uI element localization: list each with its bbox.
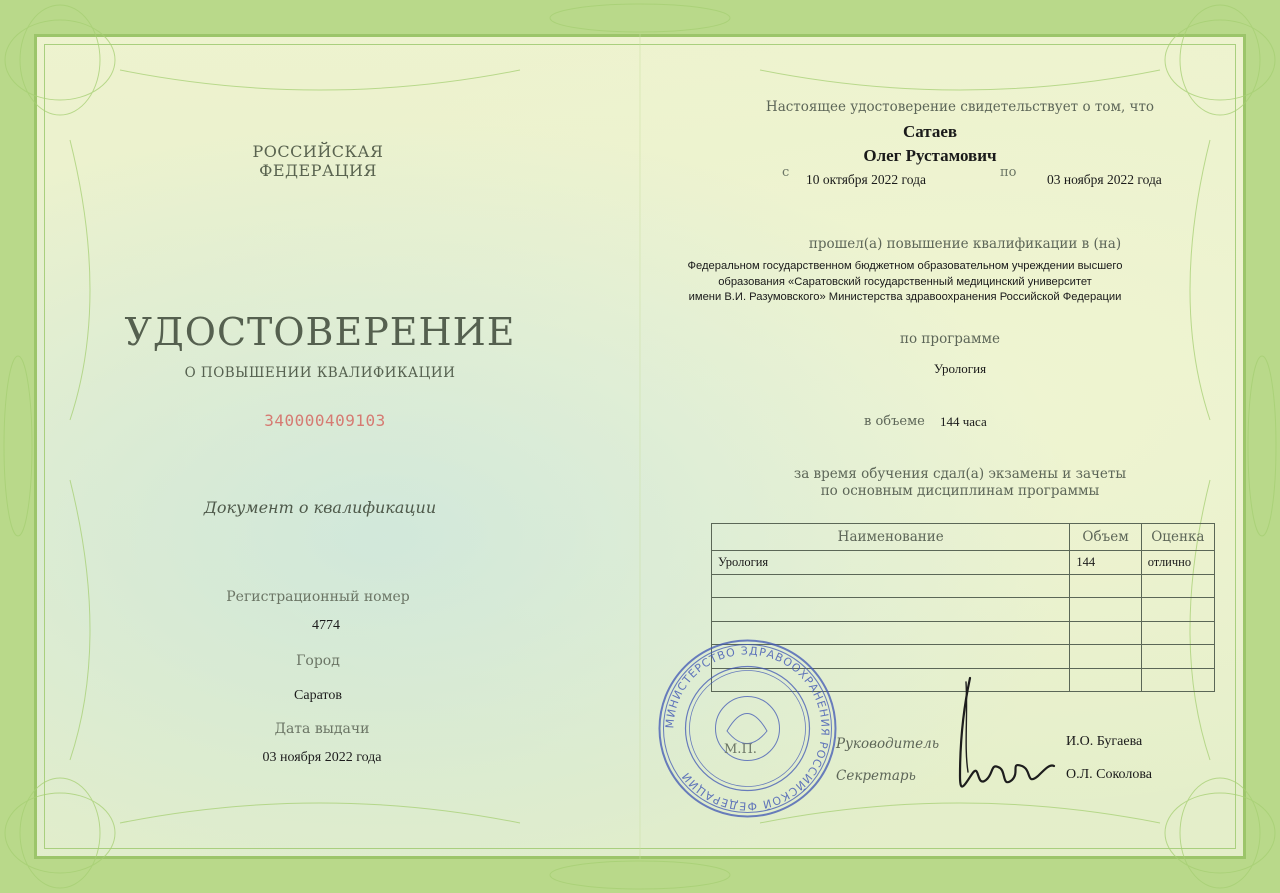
institution-line-1: Федеральном государственном бюджетном образовательном учреждении высшего [687,260,1123,272]
table-cell [712,574,1070,598]
institution-line-3: имени В.И. Разумовского» Министерства здравоохранения Российской Федерации [688,291,1122,303]
table-row [712,574,1215,598]
table-row [712,551,1215,575]
table-cell [1141,621,1214,645]
volume-value: 144 часа [940,414,987,429]
institution-line-2: образования «Саратовский государственный медицинский университет [718,275,1092,288]
city-label: Город [296,653,340,669]
table-cell [712,598,1070,622]
issue-date-value: 03 ноября 2022 года [262,750,382,765]
country-label: РОССИЙСКАЯ ФЕДЕРАЦИЯ [252,142,384,180]
secretary-role-label: Секретарь [836,768,916,784]
header-grade: Оценка [1141,524,1214,551]
table-cell [1141,598,1214,622]
document-type: Документ о квалификации [203,498,437,517]
head-role-label: Руководитель [836,736,940,752]
table-cell [1070,645,1141,669]
period-to-label: по [1000,165,1017,180]
header-volume: Объем [1070,524,1141,551]
holder-given-names: Олег Рустамович [863,146,997,165]
certify-statement: Настоящее удостоверение свидетельствует о том, что [765,99,1155,115]
institution-name [640,259,1170,306]
city-value: Саратов [294,688,342,703]
official-stamp [655,636,840,821]
period-to-date: 03 ноября 2022 года [1047,172,1162,187]
training-statement: прошел(а) повышение квалификации в (на) [808,236,1122,252]
period-from-label: с [782,165,790,180]
table-cell [1141,574,1214,598]
exams-line-2: по основным дисциплинам программы [820,483,1100,499]
svg-text:МИНИСТЕРСТВО ЗДРАВООХРАНЕНИЯ Р [663,644,831,812]
table-cell: отлично [1141,551,1214,575]
grades-table-header [712,524,1215,551]
registration-number-label: Регистрационный номер [226,589,410,605]
certificate-number: 340000409103 [264,411,386,430]
secretary-name: О.Л. Соколова [1066,767,1152,782]
exams-line-1: за время обучения сдал(а) экзамены и зачеты [793,466,1127,482]
table-cell [1070,621,1141,645]
seal-label: М.П. [724,742,757,757]
holder-surname: Сатаев [902,122,958,141]
certificate-subtitle: О ПОВЫШЕНИИ КВАЛИФИКАЦИИ [184,365,456,381]
signature-image [950,676,1070,806]
table-cell [1141,645,1214,669]
table-cell [1141,668,1214,692]
table-cell: 144 [1070,551,1141,575]
table-cell: Урология [712,551,1070,575]
table-cell [1070,598,1141,622]
table-cell [1070,574,1141,598]
issue-date-label: Дата выдачи [274,721,370,737]
registration-number-value: 4774 [312,618,340,633]
certificate-title: УДОСТОВЕРЕНИЕ [124,310,516,354]
program-value: Урология [933,361,987,376]
head-name: И.О. Бугаева [1066,734,1143,749]
stamp-text: МИНИСТЕРСТВО ЗДРАВООХРАНЕНИЯ РОССИЙСКОЙ ФЕДЕРАЦИИ [663,644,832,813]
volume-label: в объеме [864,414,925,429]
period-from-date: 10 октября 2022 года [806,172,926,187]
exams-statement [770,466,1150,500]
program-label: по программе [900,331,1000,347]
table-row [712,598,1215,622]
header-name: Наименование [712,524,1070,551]
table-cell [1070,668,1141,692]
